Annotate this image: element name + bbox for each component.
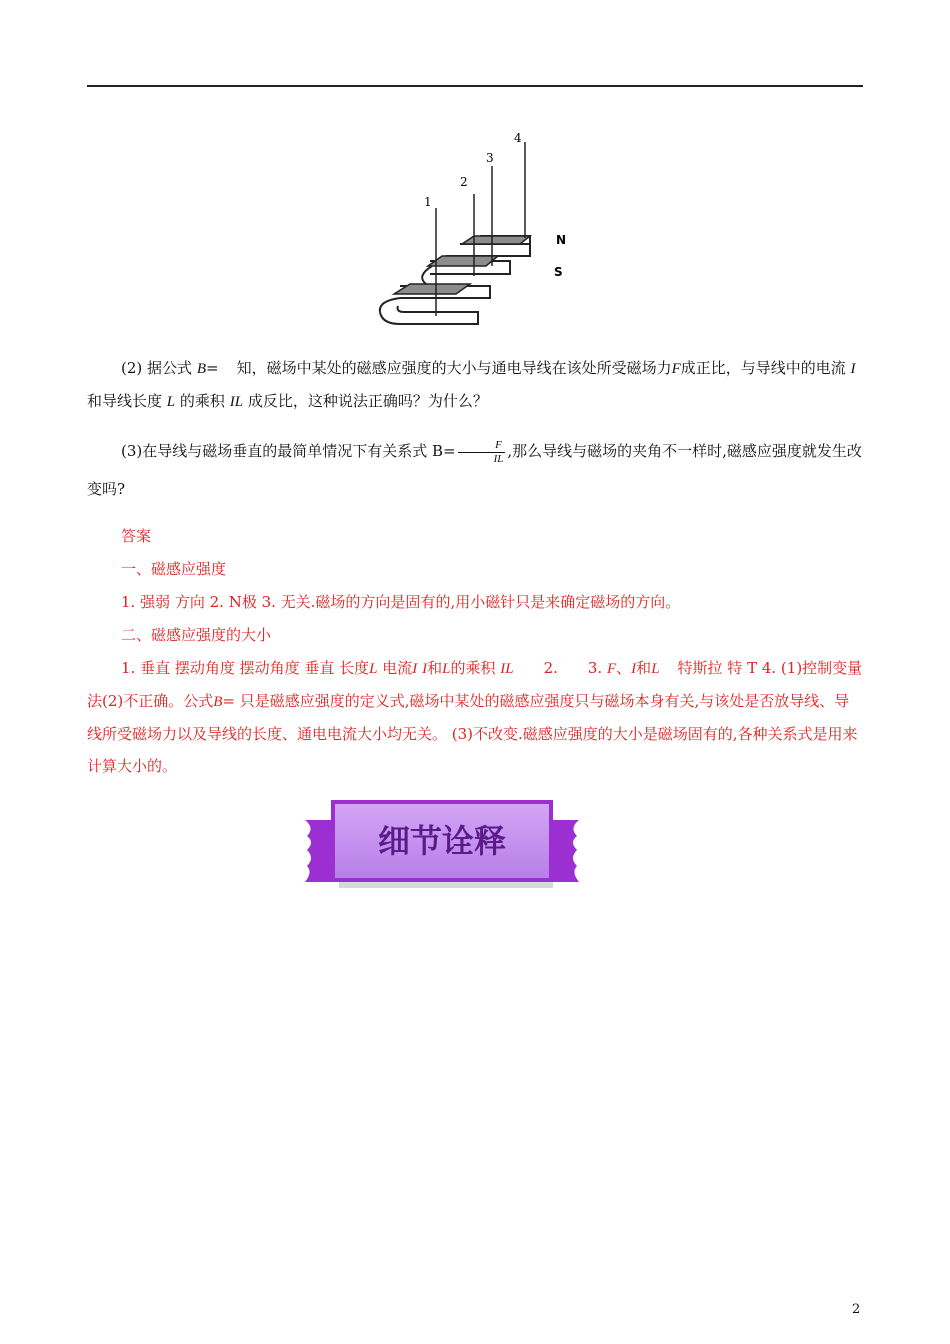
magnet-plate-mid [428,256,498,266]
answer-line-2: 1. 垂直 摆动角度 摆动角度 垂直 长度L 电流I I和L的乘积 IL 2. 3. F、I和L 特斯拉 特 T 4. (1)控制变量法(2)不正确。公式B= 只是磁感应强度的定义式,磁场中某处的磁感应强度只与磁场本身有关,与该处是否放导线、导线所受磁场力以及导线的长度、通电电流大小均无关。 (3)不改变.磁感应强度的大小是磁场固有的,各种关系式是用来计算大小的。 [87,659,863,775]
answer-section-2: 二、磁感应强度的大小 [121,626,272,644]
pole-s-label: S [554,265,563,279]
wire-label-1: 1 [424,195,432,209]
banner-text: 细节诠释 [377,822,507,860]
wire-label-2: 2 [460,175,468,189]
wire-label-4: 4 [514,131,522,145]
pole-n-label: N [556,233,567,247]
fraction-f-over-il: $\frac{F}{IL}$ [458,439,506,466]
wire-label-3: 3 [486,151,494,165]
section-banner [303,800,581,890]
header-rule [87,85,863,87]
page-number: 2 [852,1302,861,1317]
question-2: (2) 据公式 B= 知，磁场中某处的磁感应强度的大小与通电导线在该处所受磁场力F成正比，与导线中的电流 I 和导线长度 L 的乘积 IL 成反比，这种说法正确吗？为什么？ [87,359,856,410]
answer-title: 答案 [121,527,152,545]
answer-section-1: 一、磁感应强度 [121,560,227,578]
magnet-plate-back [462,236,530,244]
question-3: (3)在导线与磁场垂直的最简单情况下有关系式 B= $\frac{F}{IL}$ ,那么导线与磁场的夹角不一样时,磁感应强度就发生改变吗? [87,438,862,498]
magnet-wire-figure [370,126,580,331]
answer-line-1: 1. 强弱 方向 2. N极 3. 无关.磁场的方向是固有的,用小磁针只是来确定磁场的方向。 [121,593,681,611]
